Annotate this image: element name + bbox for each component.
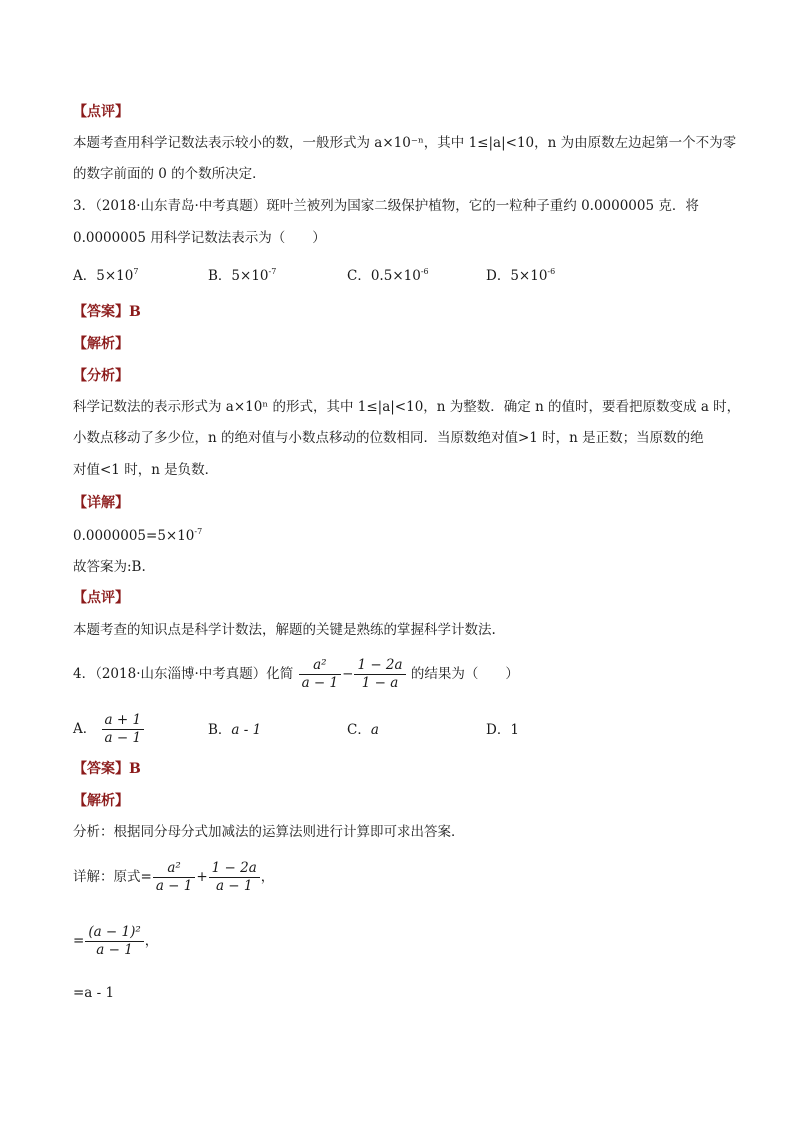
q4-answer: 【答案】B bbox=[73, 761, 141, 777]
q3-stem-line-1: 3．（2018·山东青岛·中考真题）斑叶兰被列为国家二级保护植物，它的一粒种子重约 0.0000005 克．将 bbox=[73, 198, 699, 214]
q4-detail-step-2: = $\frac{\text{(a − 1)²}}{a - 1}$ ， bbox=[73, 924, 159, 958]
q4-option-a-fraction: $\frac{a + 1}{a - 1}$ bbox=[102, 712, 145, 747]
q3-answer: 【答案】B bbox=[73, 304, 141, 320]
q3-option-c: C．$0.5\times 10^{-6}$ bbox=[347, 267, 429, 284]
q3-option-a: A．$5\times 10^7$ bbox=[73, 267, 139, 284]
dianping-text-line-1: 本题考查用科学记数法表示较小的数，一般形式为 a×10⁻ⁿ，其中 1≤|a|<10，n 为由原数左边起第一个不为零 bbox=[73, 135, 737, 151]
dianping-text-line-2: 的数字前面的 0 的个数所决定． bbox=[73, 166, 266, 182]
q3-stem-line-2: 0.0000005 用科学记数法表示为（ ） bbox=[73, 230, 326, 246]
q3-option-b: B．$5\times 10^{-7}$ bbox=[208, 267, 277, 284]
q3-fenxi-line-3: 对值<1 时，n 是负数． bbox=[73, 462, 219, 478]
q4-option-d: D．1 bbox=[486, 722, 519, 738]
q4-option-c: C．a bbox=[347, 722, 379, 738]
q4-detail-step-1: 详解：原式= $\frac{\text{a²}}{a - 1}$ + $\frac{1 - 2a}{a - 1}$ ， bbox=[73, 860, 275, 894]
q4-stem-fraction-2: $\frac{1 - 2a}{1 - a}$ bbox=[354, 657, 405, 692]
q3-option-d: D．$5\times 10^{-6}$ bbox=[486, 267, 556, 284]
q3-fenxi-line-2: 小数点移动了多少位，n 的绝对值与小数点移动的位数相同．当原数绝对值>1 时，n 是正数；当原数的绝 bbox=[73, 430, 704, 446]
q4-detail-step-3: =a - 1 bbox=[73, 985, 115, 1001]
q3-xiangjie-text: $0.0000005=5\times 10^{-7}$ bbox=[73, 527, 203, 544]
q4-fenxi: 分析：根据同分母分式加减法的运算法则进行计算即可求出答案． bbox=[73, 824, 465, 840]
q4-detail-fraction-1: $\frac{\text{a²}}{a - 1}$ bbox=[153, 860, 196, 895]
q3-conclusion: 故答案为:B. bbox=[73, 559, 146, 575]
q3-xiangjie-heading: 【详解】 bbox=[73, 495, 129, 511]
dianping-heading-1: 【点评】 bbox=[73, 104, 129, 120]
q4-stem: 4．（2018·山东淄博·中考真题）化简 $\frac{\text{a²}}{a - 1}$ − $\frac{1 - 2a}{1 - a}$ 的结果为（ ） bbox=[73, 657, 519, 691]
q4-jiexi-heading: 【解析】 bbox=[73, 793, 129, 809]
q3-jiexi-heading: 【解析】 bbox=[73, 336, 129, 352]
q3-fenxi-heading: 【分析】 bbox=[73, 368, 129, 384]
q4-detail-fraction-3: $\frac{\text{(a − 1)²}}{a - 1}$ bbox=[85, 924, 143, 959]
q4-detail-fraction-2: $\frac{1 - 2a}{a - 1}$ bbox=[209, 860, 260, 895]
q4-option-a: A． $\frac{a + 1}{a - 1}$ bbox=[73, 712, 145, 747]
q3-dianping-heading: 【点评】 bbox=[73, 590, 129, 606]
q3-fenxi-line-1: 科学记数法的表示形式为 a×10ⁿ 的形式，其中 1≤|a|<10，n 为整数．确定 n 的值时，要看把原数变成 a 时， bbox=[73, 399, 741, 415]
q3-dianping-text: 本题考查的知识点是科学计数法，解题的关键是熟练的掌握科学计数法. bbox=[73, 622, 496, 638]
q4-stem-fraction-1: $\frac{\text{a²}}{a - 1}$ bbox=[299, 657, 342, 692]
q4-option-b: B．a - 1 bbox=[208, 722, 262, 738]
